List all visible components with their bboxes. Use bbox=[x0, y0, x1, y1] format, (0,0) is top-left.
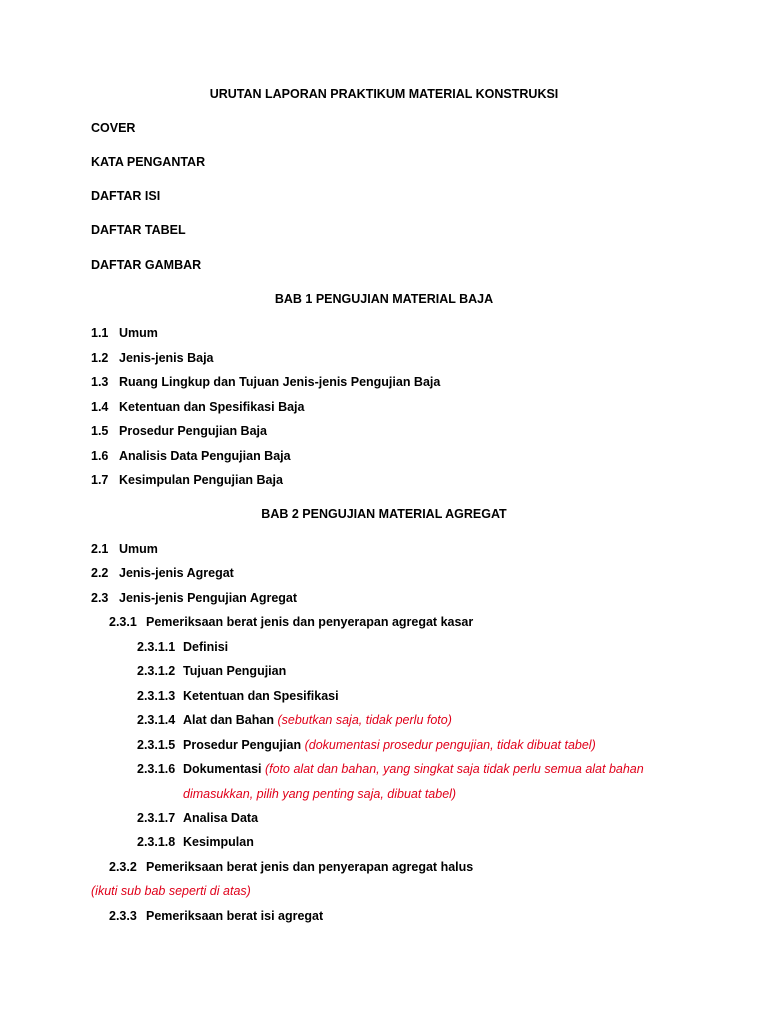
bab1-item bbox=[91, 374, 440, 390]
item-number: 2.3.1 bbox=[109, 615, 137, 629]
item-number: 2.3.1.6 bbox=[137, 762, 176, 776]
subsub-item bbox=[137, 712, 452, 728]
item-number: 1.3 bbox=[91, 375, 109, 389]
item-text: Analisa Data bbox=[183, 811, 259, 825]
item-number: 2.3.2 bbox=[109, 860, 137, 874]
bab1-item bbox=[91, 350, 214, 366]
subsub-item bbox=[137, 810, 258, 826]
item-number: 2.3.1.3 bbox=[137, 689, 176, 703]
item-number: 2.3.1.4 bbox=[137, 713, 176, 727]
item-text: Kesimpulan Pengujian Baja bbox=[119, 473, 283, 487]
item-text: Jenis-jenis Agregat bbox=[119, 566, 234, 580]
front-matter-cover: COVER bbox=[91, 121, 136, 135]
bab2-item bbox=[91, 565, 234, 581]
item-number: 2.3.3 bbox=[109, 909, 137, 923]
item-number: 1.1 bbox=[91, 326, 109, 340]
item-text: Jenis-jenis Pengujian Agregat bbox=[119, 591, 298, 605]
red-note: (sebutkan saja, tidak perlu foto) bbox=[277, 713, 452, 727]
item-text: Umum bbox=[119, 542, 158, 556]
item-text: Pemeriksaan berat jenis dan penyerapan agregat kasar bbox=[146, 615, 474, 629]
item-text: Definisi bbox=[183, 640, 229, 654]
item-number: 2.3.1.2 bbox=[137, 664, 176, 678]
item-number: 1.2 bbox=[91, 351, 109, 365]
red-note-continuation: dimasukkan, pilih yang penting saja, dibuat tabel) bbox=[183, 787, 457, 801]
bab1-heading: BAB 1 PENGUJIAN MATERIAL BAJA bbox=[274, 292, 494, 306]
item-number: 1.7 bbox=[91, 473, 109, 487]
item-number: 2.1 bbox=[91, 542, 109, 556]
item-number: 2.3 bbox=[91, 591, 109, 605]
bab1-item bbox=[91, 423, 267, 439]
item-number: 2.2 bbox=[91, 566, 109, 580]
item-text: Prosedur Pengujian Baja bbox=[119, 424, 267, 438]
subsub-item bbox=[137, 688, 339, 704]
bab1-item bbox=[91, 448, 291, 464]
sub-2-3-2 bbox=[109, 859, 473, 875]
item-number: 2.3.1.1 bbox=[137, 640, 176, 654]
subsub-item bbox=[137, 737, 596, 753]
follow-note: (ikuti sub bab seperti di atas) bbox=[91, 884, 251, 898]
item-number: 2.3.1.8 bbox=[137, 835, 176, 849]
item-text: Kesimpulan bbox=[183, 835, 254, 849]
sub-2-3-1 bbox=[109, 614, 473, 630]
item-text: Pemeriksaan berat jenis dan penyerapan agregat halus bbox=[146, 860, 474, 874]
item-text: Tujuan Pengujian bbox=[183, 664, 287, 678]
front-matter-daftar-tabel: DAFTAR TABEL bbox=[91, 223, 186, 237]
item-number: 1.6 bbox=[91, 449, 109, 463]
item-text: Alat dan Bahan bbox=[183, 713, 274, 727]
item-number: 1.4 bbox=[91, 400, 109, 414]
item-text: Prosedur Pengujian bbox=[183, 738, 302, 752]
item-text: Ketentuan dan Spesifikasi bbox=[183, 689, 339, 703]
front-matter-kata-pengantar: KATA PENGANTAR bbox=[91, 155, 206, 169]
item-number: 1.5 bbox=[91, 424, 109, 438]
item-number: 2.3.1.7 bbox=[137, 811, 176, 825]
subsub-item bbox=[137, 761, 644, 777]
red-note: (foto alat dan bahan, yang singkat saja tidak perlu semua alat bahan bbox=[264, 762, 644, 776]
item-text: Analisis Data Pengujian Baja bbox=[119, 449, 291, 463]
item-text: Ruang Lingkup dan Tujuan Jenis-jenis Pengujian Baja bbox=[119, 375, 441, 389]
bab2-item bbox=[91, 590, 297, 606]
subsub-item bbox=[137, 663, 286, 679]
subsub-item bbox=[137, 834, 254, 850]
bab1-item bbox=[91, 325, 158, 341]
red-note: (dokumentasi prosedur pengujian, tidak dibuat tabel) bbox=[304, 738, 596, 752]
item-text: Umum bbox=[119, 326, 158, 340]
front-matter-daftar-isi: DAFTAR ISI bbox=[91, 189, 161, 203]
item-text: Dokumentasi bbox=[183, 762, 262, 776]
item-text: Pemeriksaan berat isi agregat bbox=[146, 909, 324, 923]
bab2-heading: BAB 2 PENGUJIAN MATERIAL AGREGAT bbox=[261, 507, 507, 521]
sub-2-3-3 bbox=[109, 908, 323, 924]
bab2-item bbox=[91, 541, 158, 557]
document-title: URUTAN LAPORAN PRAKTIKUM MATERIAL KONSTRUKSI bbox=[209, 87, 559, 101]
subsub-item bbox=[137, 639, 228, 655]
item-text: Ketentuan dan Spesifikasi Baja bbox=[119, 400, 305, 414]
item-text: Jenis-jenis Baja bbox=[119, 351, 214, 365]
bab1-item bbox=[91, 399, 304, 415]
front-matter-daftar-gambar: DAFTAR GAMBAR bbox=[91, 258, 202, 272]
bab1-item bbox=[91, 472, 283, 488]
item-number: 2.3.1.5 bbox=[137, 738, 176, 752]
